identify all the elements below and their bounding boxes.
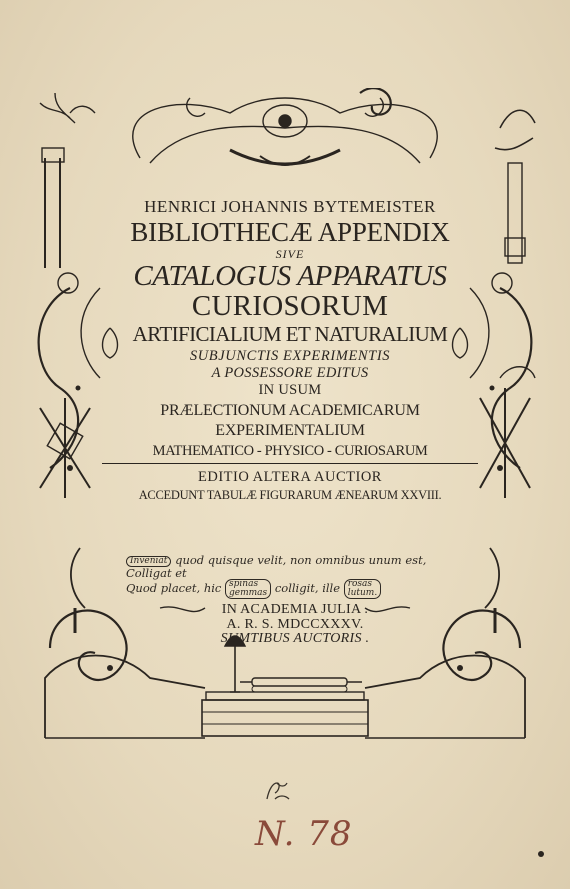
- motto-choice-a-bottom: gemmas: [229, 587, 268, 598]
- motto-text-1: quod quisque velit, non omnibus unum est,: [175, 553, 427, 567]
- imprint-publisher: SUMTIBUS AUCTORIS .: [220, 631, 370, 646]
- motto-line-3: [126, 579, 471, 599]
- edition-line: EDITIO ALTERA AUCTIOR: [198, 469, 382, 485]
- title-line-bibliothecae: BIBLIOTHECÆ APPENDIX: [130, 217, 450, 247]
- motto-choice-b: [344, 579, 381, 599]
- title-line-mathematico: MATHEMATICO - PHYSICO - CURIOSARUM: [152, 442, 428, 459]
- ink-dot: [538, 851, 544, 857]
- motto-choice-a-top: spinas: [229, 578, 259, 589]
- motto-choice-a: [225, 579, 271, 599]
- title-line-catalogus: CATALOGUS APPARATUS: [133, 260, 447, 292]
- motto-bracket-inveniat: Inveniat: [126, 556, 171, 567]
- library-stamp-icon: [263, 779, 293, 803]
- imprint-place: IN ACADEMIA JULIA .: [221, 602, 369, 617]
- title-rule: [102, 463, 478, 464]
- title-line-experimentalium: EXPERIMENTALIUM: [215, 421, 365, 439]
- author-line: HENRICI JOHANNIS BYTEMEISTER: [144, 197, 436, 216]
- title-line-subjunctis: SUBJUNCTIS EXPERIMENTIS: [189, 348, 391, 364]
- motto-verse: [126, 554, 471, 599]
- title-block: [100, 198, 480, 501]
- title-line-artificialium: ARTIFICIALIUM ET NATURALIUM: [132, 322, 448, 346]
- motto-text-3-mid: colligit, ille: [274, 580, 341, 595]
- motto-choice-b-top: rosas: [347, 578, 373, 589]
- motto-line-1: [126, 554, 471, 567]
- imprint-block: [150, 603, 440, 647]
- plates-line: ACCEDUNT TABULÆ FIGURARUM ÆNEARUM XXVIII.: [138, 487, 442, 502]
- title-line-curiosorum: CURIOSORUM: [191, 290, 389, 322]
- title-line-possessore: A POSSESSORE EDITUS: [211, 364, 369, 381]
- title-line-in-usum: IN USUM: [258, 382, 322, 398]
- motto-text-3: Quod placet, hic: [126, 580, 222, 595]
- motto-choice-b-bottom: lutum.: [347, 587, 378, 598]
- title-line-sive: SIVE: [275, 247, 305, 261]
- motto-line-2: Colligat et: [126, 565, 187, 580]
- handwritten-shelfmark: N. 78: [255, 814, 353, 854]
- imprint-year: A. R. S. MDCCXXXV.: [226, 616, 364, 632]
- title-line-praelectionum: PRÆLECTIONUM ACADEMICARUM: [160, 401, 420, 419]
